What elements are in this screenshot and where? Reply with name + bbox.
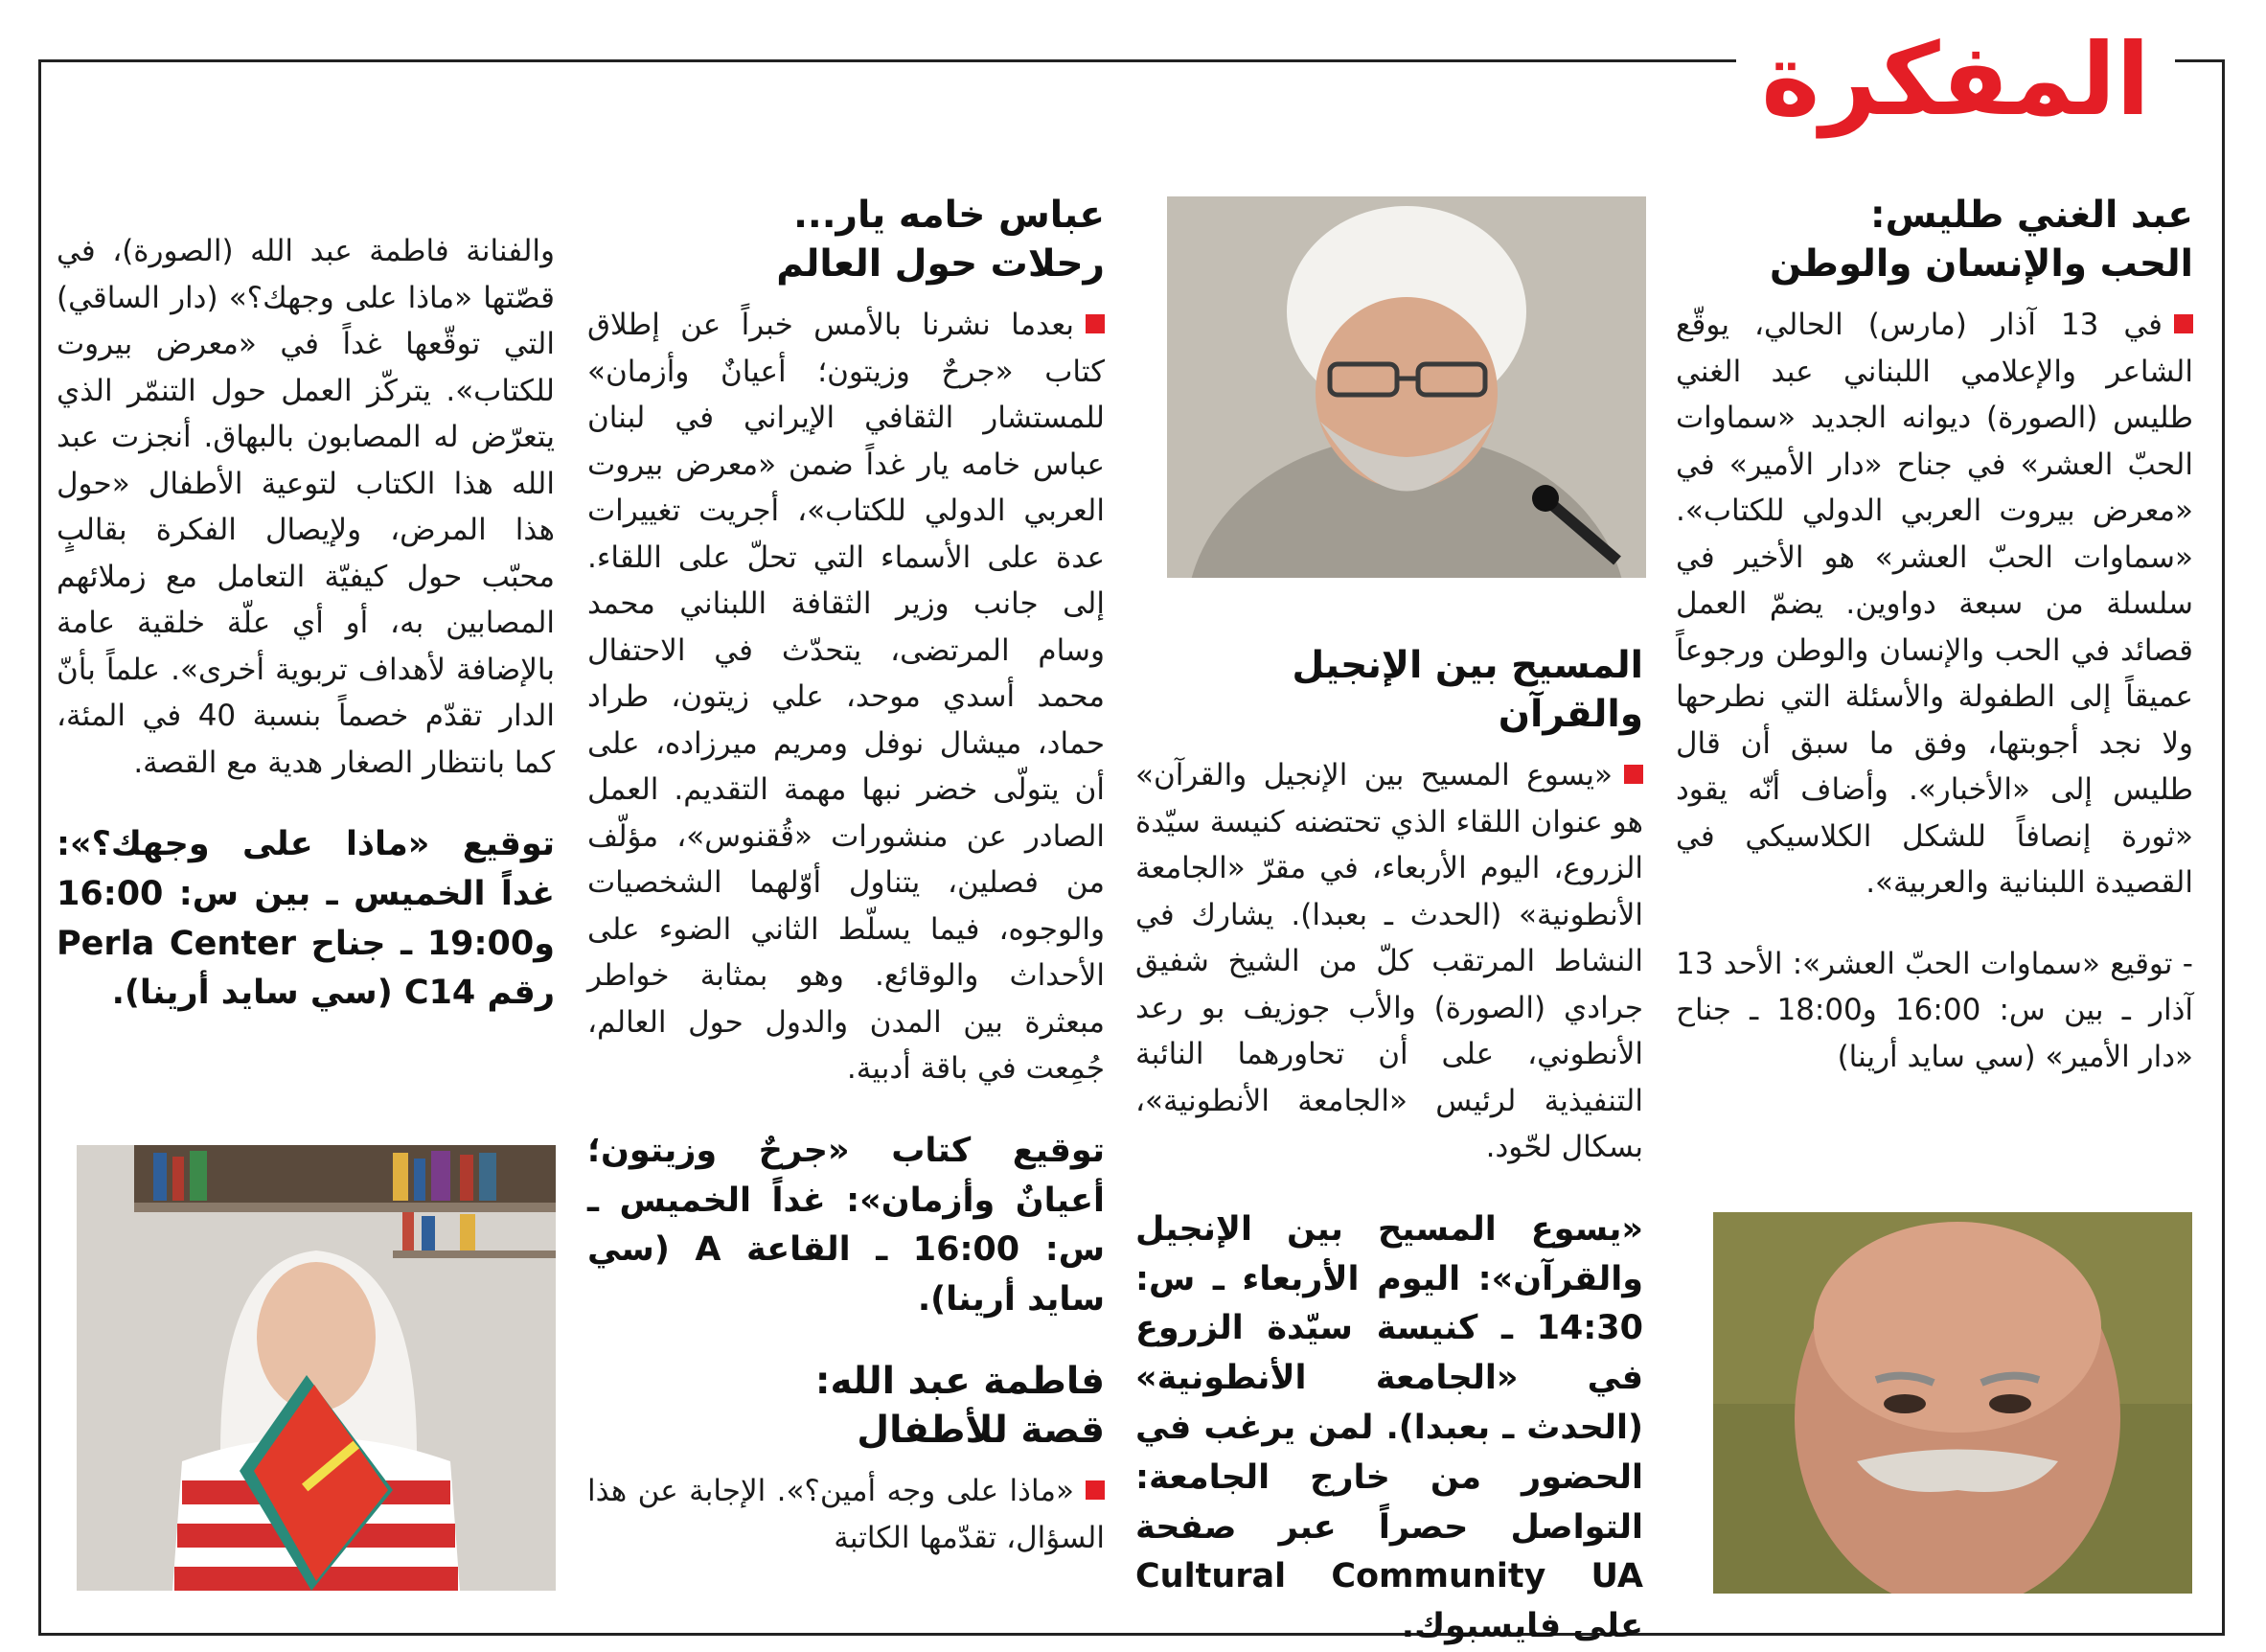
title-line: رحلات حول العالم <box>776 241 1105 286</box>
article-body <box>587 1468 1105 1561</box>
article-text: والفنانة فاطمة عبد الله (الصورة)، في قصّتها «ماذا على وجهك؟» (دار الساقي) التي توقّعها غداً في «معرض بيروت للكتاب». يتركّز العمل حول التنمّر الذي يتعرّض له المصابون بالبهاق. أنجزت عبد الله هذا الكتاب لتوعية الأطفال «حول هذا المرض، ولإيصال الفكرة بقالبٍ محبّب حول كيفيّة التعامل مع زملائهم المصابين به، أو أي علّة خلقية عامة بالإضافة لأهداف تربوية أخرى». علماً بأنّ الدار تقدّم خصماً بنسبة 40 في المئة، كما بانتظار الصغار هدية مع القصة. <box>57 234 555 780</box>
title-line: الحب والإنسان والوطن <box>1769 241 2193 286</box>
title-line: عباس خامه يار... <box>793 194 1105 237</box>
masthead <box>1736 21 2175 138</box>
title-line: فاطمة عبد الله: <box>814 1360 1105 1404</box>
event-info: - توقيع «سماوات الحبّ العشر»: الأحد 13 آذار ـ بين س: 16:00 و18:00 ـ جناح «دار الأمير» (سي سايد أرينا) <box>1676 946 2194 1074</box>
article-talis <box>1676 192 2193 1080</box>
top-spacer <box>57 192 555 228</box>
masthead-title: المفكرة <box>1761 21 2150 138</box>
article-text: في 13 آذار (مارس) الحالي، يوقّع الشاعر والإعلامي اللبناني عبد الغني طليس (الصورة) ديوانه الجديد «سماوات الحبّ العشر» في جناح «دار الأمير» في «معرض بيروت العربي الدولي للكتاب». «سماوات الحبّ العشر» هو الأخير في سلسلة من سبعة دواوين. يضمّ العمل قصائد في الحب والإنسان والوطن ورجوعاً عميقاً إلى الطفولة والأسئلة التي نطرحها ولا نجد أجوبتها، وفق ما سبق أن قال طليس إلى «الأخبار». وأضاف أنّه يقود «ثورة إنصافاً للشكل الكلاسيكي في القصيدة اللبنانية والعربية». <box>1676 308 2193 901</box>
article-title <box>587 192 1105 288</box>
article-body <box>587 302 1105 1092</box>
title-line: قصة للأطفال <box>857 1408 1105 1452</box>
event-info: توقيع «ماذا على وجهك؟»: غداً الخميس ـ بين س: 16:00 و19:00 ـ جناح Perla Center رقم C14 (سي سايد أرينا). <box>57 825 555 1013</box>
portrait-sheikh-photo <box>1167 196 1646 578</box>
article-text: «ماذا على وجه أمين؟». الإجابة عن هذا السؤال، تقدّمها الكاتبة <box>587 1474 1105 1555</box>
article-title <box>587 1358 1105 1455</box>
article-text: «يسوع المسيح بين الإنجيل والقرآن» هو عنوان اللقاء الذي تحتضنه كنيسة سيّدة الزروع، اليوم الأربعاء، في مقرّ «الجامعة الأنطونية» (الحدث ـ بعبدا). يشارك في النشاط المرتقب كلّ من الشيخ شفيق جرادي (الصورة) والأب جوزيف بو رعد الأنطوني، على أن تحاورهما النائبة التنفيذية لرئيس «الجامعة الأنطونية»، بسكال لحّود. <box>1135 758 1643 1165</box>
title-line: عبد الغني طليس: <box>1870 194 2193 237</box>
article-body <box>1676 302 2193 906</box>
article-khamehyar <box>587 192 1105 1561</box>
bullet-square-icon <box>1086 314 1105 333</box>
bullet-square-icon <box>1624 765 1643 784</box>
article-body <box>1135 752 1643 1171</box>
article-fatima <box>57 192 555 1019</box>
event-info: «يسوع المسيح بين الإنجيل والقرآن»: اليوم الأربعاء ـ س: 14:30 ـ كنيسة سيّدة الزروع في «الجامعة الأنطونية» (الحدث ـ بعبدا). لمن يرغب في الحضور من خارج الجامعة: التواصل حصراً عبر صفحة Cultural Community UA على فايسبوك. <box>1135 1209 1643 1646</box>
photo-fatima-reading <box>77 1145 556 1591</box>
event-info: توقيع كتاب «جرحٌ وزيتون؛ أعيانٌ وأزمان»: غداً الخميس ـ س: 16:00 ـ القاعة A (سي سايد أرينا). <box>587 1131 1106 1319</box>
bullet-square-icon <box>1086 1480 1105 1500</box>
article-title: المسيح بين الإنجيل والقرآن <box>1292 644 1643 736</box>
article-text: بعدما نشرنا بالأمس خبراً عن إطلاق كتاب «جرحٌ وزيتون؛ أعيانٌ وأزمان» للمستشار الثقافي الإيراني في لبنان عباس خامه يار غداً ضمن «معرض بيروت العربي الدولي للكتاب»، أجريت تغييرات عدة على الأسماء التي تحلّ على اللقاء. إلى جانب وزير الثقافة اللبناني محمد وسام المرتضى، يتحدّث في الاحتفال محمد أسدي موحد، علي زيتون، طراد حماد، ميشال نوفل ومريم ميرزاده، على أن يتولّى خضر نبها مهمة التقديم. العمل الصادر عن منشورات «قُقنوس»، مؤلّف من فصلين، يتناول أوّلهما الشخصيات والوجوه، فيما يسلّط الثاني الضوء على الأحداث والوقائع. وهو بمثابة خواطر مبعثرة بين المدن والدول حول العالم، جُمِعت في باقة أدبية. <box>587 308 1105 1087</box>
article-title <box>1676 192 2193 288</box>
portrait-talis-photo <box>1713 1212 2192 1594</box>
bullet-square-icon <box>2174 314 2193 333</box>
